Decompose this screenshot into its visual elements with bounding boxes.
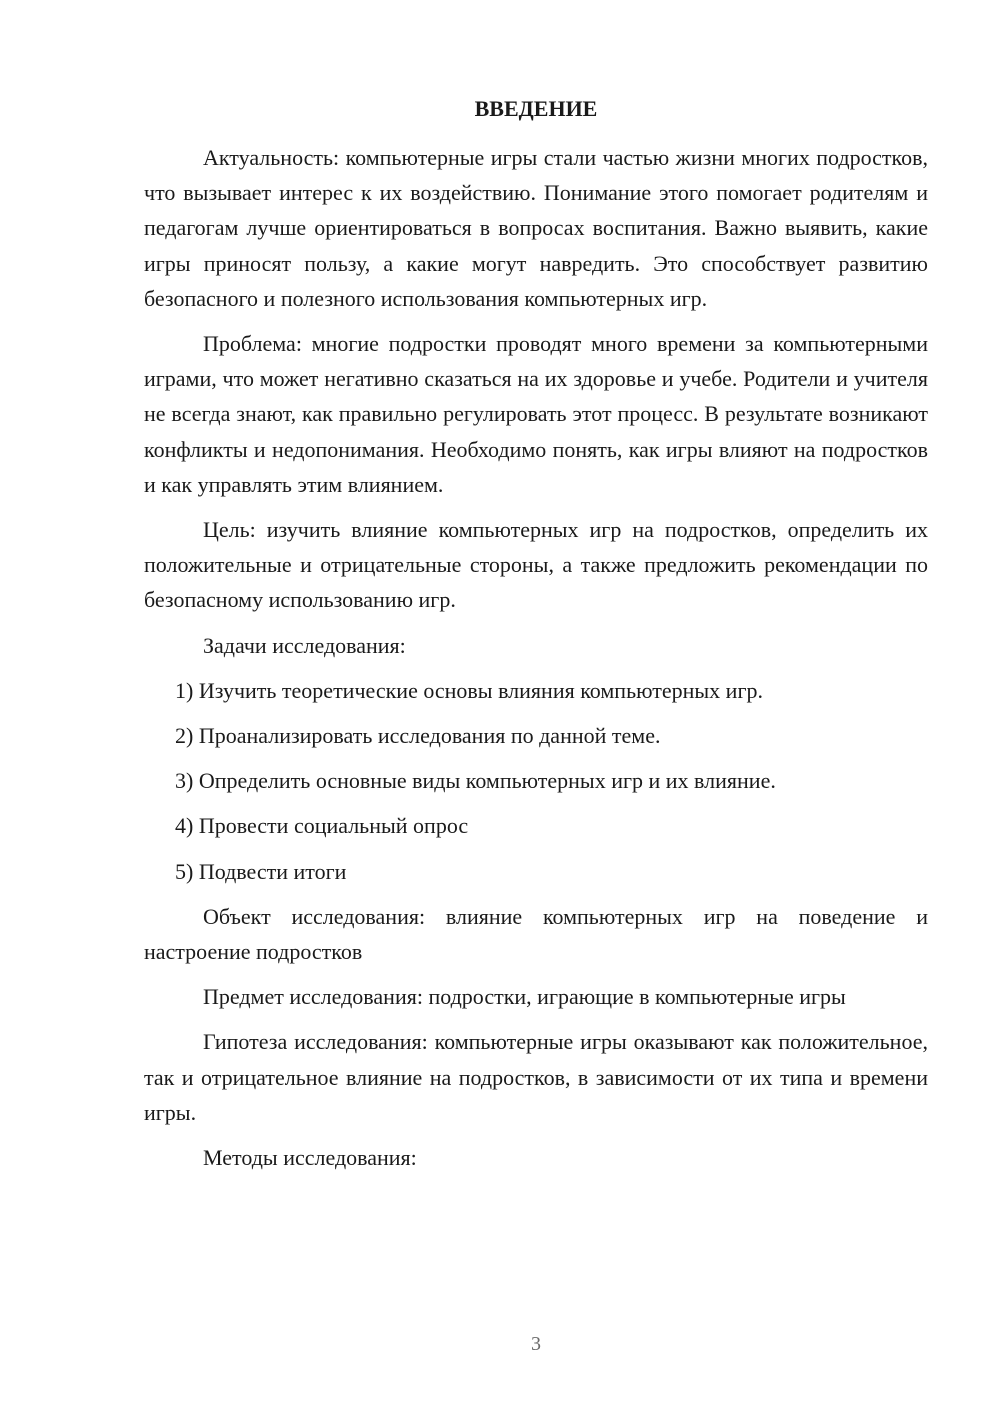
hypothesis-paragraph: Гипотеза исследования: компьютерные игры оказывают как положительное, так и отрицательное влияние на подростков, в зависимости от их типа и времени игры. bbox=[144, 1029, 928, 1125]
tasks-title: Задачи исследования: bbox=[203, 632, 406, 658]
section-heading: ВВЕДЕНИЕ bbox=[474, 96, 598, 121]
methods-title: Методы исследования: bbox=[203, 1145, 417, 1171]
task-item-4: 4) Провести социальный опрос bbox=[175, 813, 469, 839]
page-content bbox=[144, 92, 928, 1185]
task-item-2: 2) Проанализировать исследования по данной теме. bbox=[175, 723, 661, 749]
page-number: 3 bbox=[531, 1333, 541, 1355]
problem-paragraph: Проблема: многие подростки проводят много времени за компьютерными играми, что может негативно сказаться на их здоровье и учебе. Родители и учителя не всегда знают, как правильно регулировать этот процесс. В результате возникают конфликты и недопонимания. Необходимо понять, как игры влияют на подростков и как управлять этим влиянием. bbox=[144, 331, 928, 497]
task-item-3: 3) Определить основные виды компьютерных игр и их влияние. bbox=[175, 768, 776, 794]
tasks-list bbox=[144, 673, 928, 889]
object-paragraph: Объект исследования: влияние компьютерных игр на поведение и настроение подростков bbox=[144, 903, 928, 965]
task-item-1: 1) Изучить теоретические основы влияния компьютерных игр. bbox=[175, 677, 763, 703]
task-item-5: 5) Подвести итоги bbox=[175, 858, 347, 884]
goal-paragraph: Цель: изучить влияние компьютерных игр на подростков, определить их положительные и отрицательные стороны, а также предложить рекомендации по безопасному использованию игр. bbox=[144, 517, 928, 613]
subject-paragraph: Предмет исследования: подростки, играющие в компьютерные игры bbox=[203, 984, 846, 1010]
relevance-paragraph: Актуальность: компьютерные игры стали частью жизни многих подростков, что вызывает интерес к их воздействию. Понимание этого помогает родителям и педагогам лучше ориентироваться в вопросах воспитания. Важно выявить, какие игры приносят пользу, а какие могут навредить. Это способствует развитию безопасного и полезного использования компьютерных игр. bbox=[144, 145, 928, 311]
